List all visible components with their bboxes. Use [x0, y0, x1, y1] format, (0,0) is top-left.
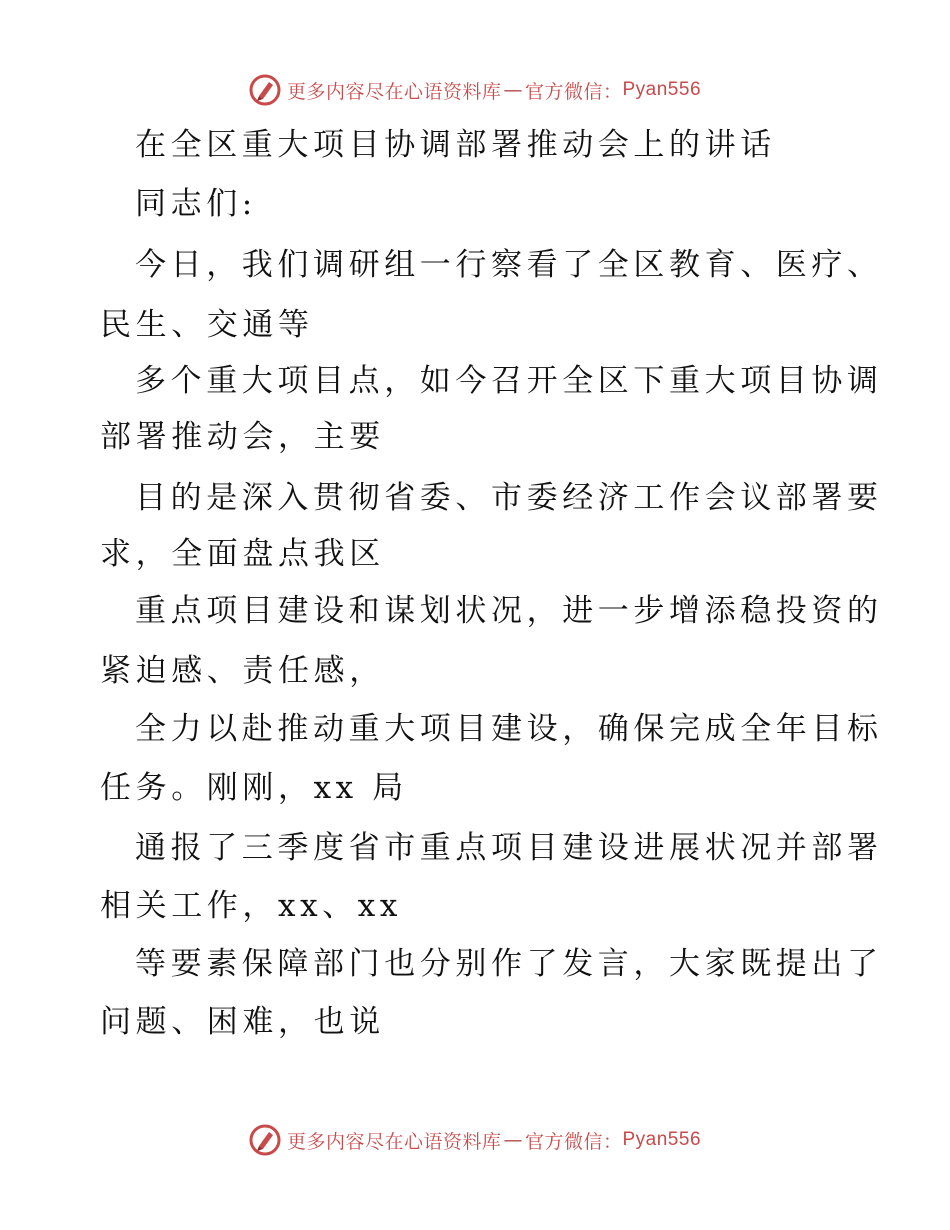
- paragraph-line: 目的是深入贯彻省委、市委经济工作会议部署要: [135, 480, 883, 516]
- paragraph-line: 等要素保障部门也分别作了发言，大家既提出了: [135, 946, 883, 982]
- paragraph-line: 部署推动会，主要: [100, 419, 385, 455]
- header-watermark: [0, 70, 950, 110]
- document-title: 在全区重大项目协调部署推动会上的讲话: [135, 127, 776, 163]
- paragraph-line: 问题、困难，也说: [100, 1004, 385, 1040]
- salutation: 同志们:: [135, 186, 257, 222]
- paragraph-line: 任务。刚刚，xx 局: [100, 770, 408, 806]
- pen-logo-icon: [249, 1124, 281, 1156]
- paragraph-line: 通报了三季度省市重点项目建设进展状况并部署: [135, 830, 883, 866]
- watermark-separator: —: [503, 79, 523, 101]
- paragraph-line: 民生、交通等: [100, 307, 314, 343]
- watermark-wechat-id: Pyan556: [622, 1129, 702, 1150]
- watermark-text: 更多内容尽在心语资料库: [286, 80, 502, 103]
- paragraph-line: 相关工作，xx、xx: [100, 888, 402, 924]
- watermark-wechat-id: Pyan556: [622, 79, 702, 100]
- paragraph-line: 重点项目建设和谋划状况，进一步增添稳投资的: [135, 593, 883, 629]
- pen-logo-icon: [249, 74, 281, 106]
- paragraph-line: 今日，我们调研组一行察看了全区教育、医疗、: [135, 247, 883, 283]
- paragraph-line: 多个重大项目点，如今召开全区下重大项目协调: [135, 363, 883, 399]
- watermark-wechat-label: 官方微信：: [524, 80, 623, 103]
- watermark-separator: —: [503, 1129, 523, 1151]
- paragraph-line: 求，全面盘点我区: [100, 536, 385, 572]
- paragraph-line: 紧迫感、责任感，: [100, 653, 385, 689]
- paragraph-line: 全力以赴推动重大项目建设，确保完成全年目标: [135, 711, 883, 747]
- watermark-text: 更多内容尽在心语资料库: [286, 1130, 502, 1153]
- watermark-wechat-label: 官方微信：: [524, 1130, 623, 1153]
- footer-watermark: [0, 1120, 950, 1160]
